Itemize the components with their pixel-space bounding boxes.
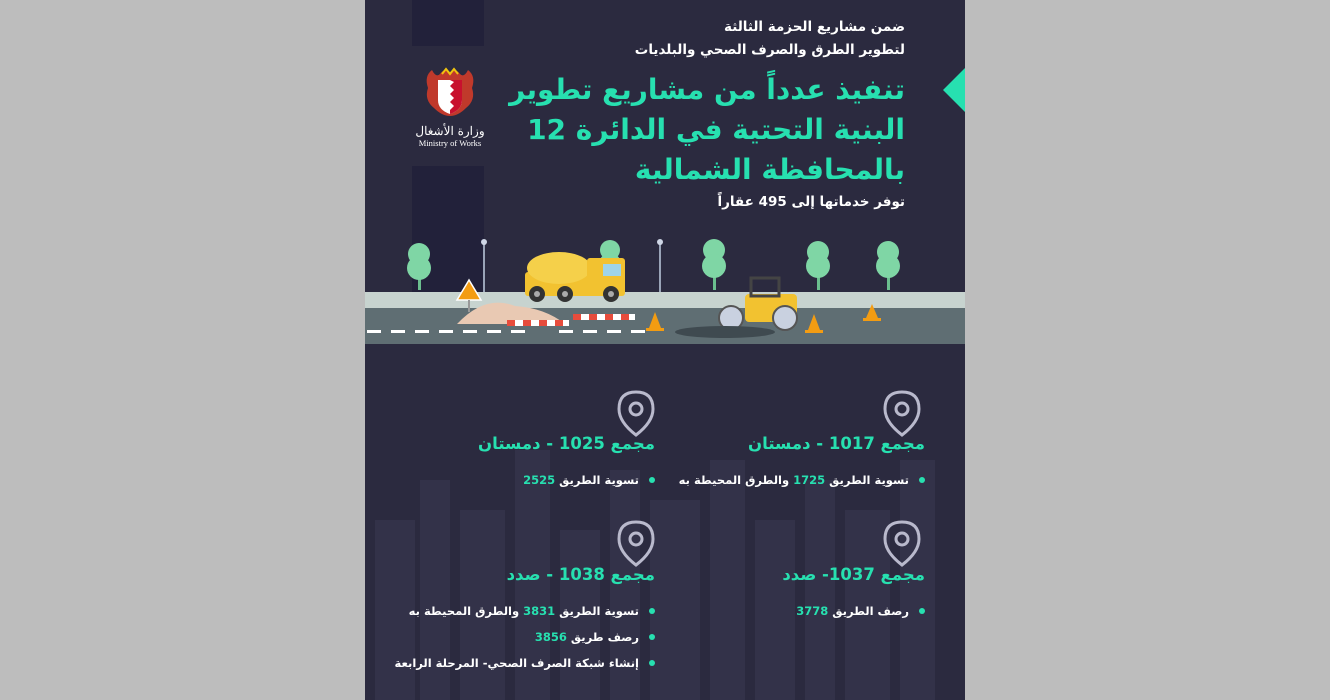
location-pin-icon [879,388,925,438]
project-title: مجمع 1037- صدد [782,565,925,584]
subtitle-line: ضمن مشاريع الحزمة الثالثة [724,19,905,35]
trees [407,239,900,290]
street-lamp-icon [481,239,487,292]
project-items [395,598,655,676]
list-item: تسوية الطريق 1725 والطرق المحيطة به [679,467,925,493]
asphalt-patch [675,326,775,338]
bahrain-emblem-icon [422,66,478,118]
project-title: مجمع 1017 - دمستان [748,434,925,453]
street-lamp-icon [657,239,663,292]
project-items [478,467,655,493]
project-card [782,565,925,624]
location-pin-icon [613,518,659,568]
subtitle-line: لتطوير الطرق والصرف الصحي والبلديات [634,42,905,58]
list-item: تسوية الطريق 3831 والطرق المحيطة به [395,598,655,624]
list-item: رصف الطريق 3778 [782,598,925,624]
location-pin-icon [613,388,659,438]
title-line: البنية التحتية في الدائرة 12 [527,113,905,146]
location-pin-icon [879,518,925,568]
title-line: بالمحافظة الشمالية [634,153,905,186]
project-card [395,565,655,676]
services-text: توفر خدماتها إلى 495 عقاراً [717,194,905,210]
title-line: تنفيذ عدداً من مشاريع تطوير [509,73,905,106]
tree-icon [407,243,431,290]
logo-arabic-text: وزارة الأشغال [415,124,485,138]
project-items [782,598,925,624]
list-item: رصف طريق 3856 [395,624,655,650]
project-card [679,434,925,493]
logo-english-text: Ministry of Works [418,138,482,148]
barrier-icon [573,314,635,320]
cement-truck-icon [525,252,625,302]
project-items [679,467,925,493]
project-card [478,434,655,493]
decor-bar [412,0,484,46]
list-item: إنشاء شبكة الصرف الصحي- المرحلة الرابعة [395,650,655,676]
tree-icon [702,239,726,290]
tree-icon [876,241,900,290]
accent-arrow-icon [943,68,965,112]
ministry-logo [415,66,485,148]
header-subtitle [635,16,905,62]
project-title: مجمع 1025 - دمستان [478,434,655,453]
barrier-icon [507,320,569,326]
tree-icon [806,241,830,290]
list-item: تسوية الطريق 2525 [478,467,655,493]
page-title [509,70,905,190]
road-construction-illustration [365,228,965,346]
project-title: مجمع 1038 - صدد [506,565,655,584]
infographic-poster [365,0,965,700]
